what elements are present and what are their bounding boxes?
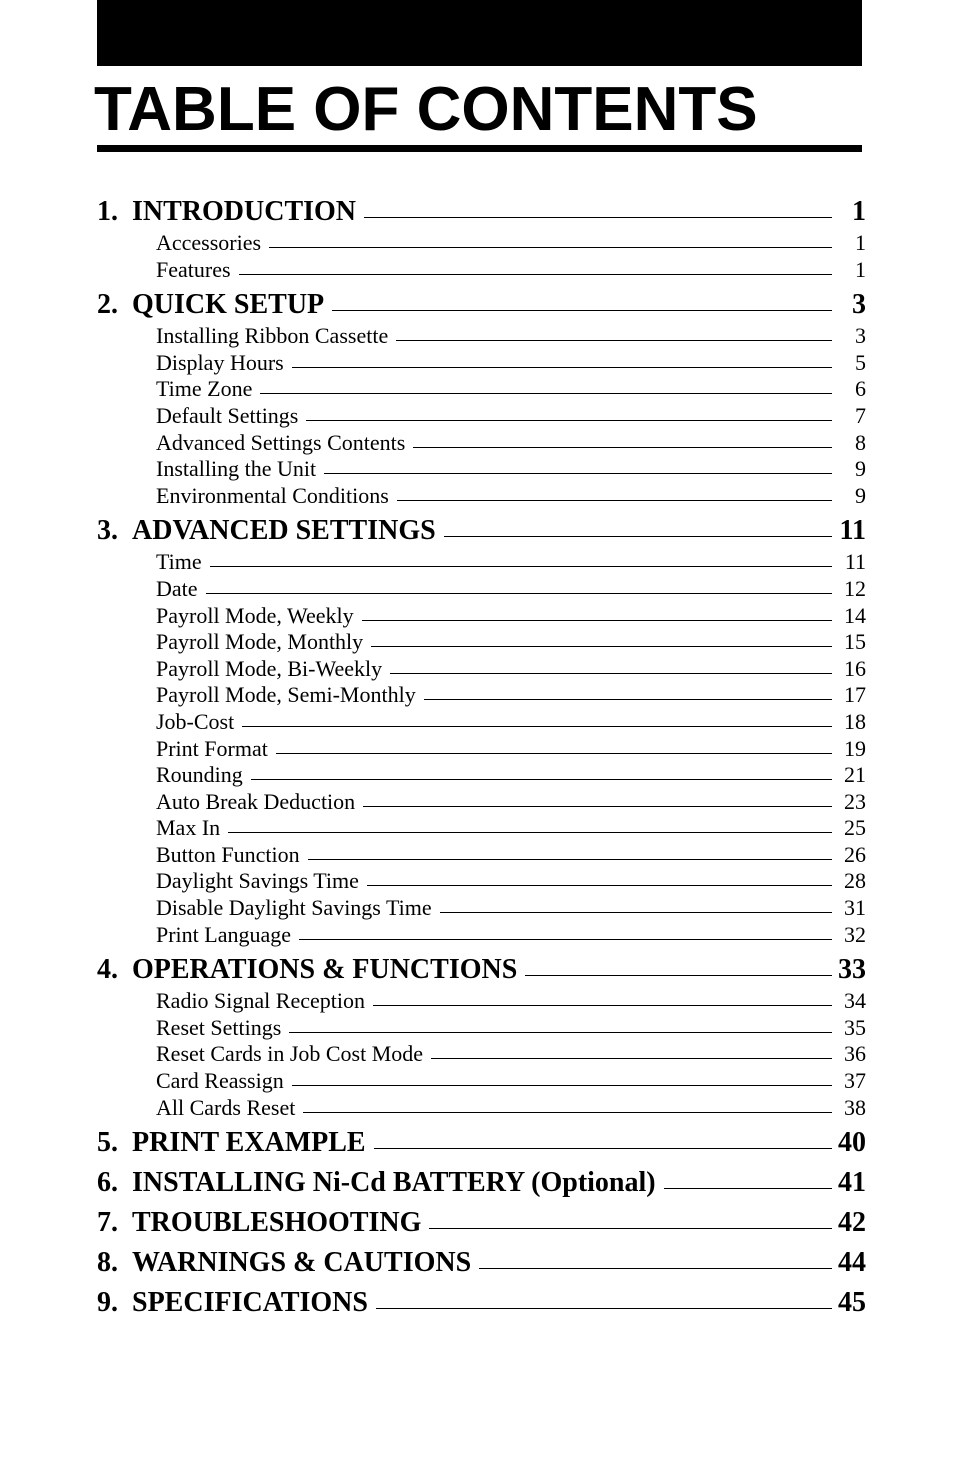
subsection-title: Accessories xyxy=(156,230,262,255)
subsection-page-number: 23 xyxy=(844,788,866,814)
leader-line xyxy=(390,673,832,674)
leader-line xyxy=(260,393,832,394)
subsection-page-number: 6 xyxy=(855,376,866,402)
subsection-title: Environmental Conditions xyxy=(156,482,389,508)
subsection-title: Payroll Mode, Semi-Monthly xyxy=(156,682,416,708)
section-page-number: 40 xyxy=(838,1127,866,1159)
section-number: 4. xyxy=(97,954,118,986)
subsection-title: Installing the Unit xyxy=(156,456,317,482)
section-number: 5. xyxy=(97,1127,118,1159)
subsection-page-number: 21 xyxy=(844,762,866,788)
toc-section-entry[interactable] xyxy=(97,1165,866,1201)
section-title: INTRODUCTION xyxy=(132,196,357,227)
leader-line xyxy=(364,217,832,218)
toc-subsection-entry[interactable] xyxy=(97,988,866,1015)
subsection-page-number: 19 xyxy=(844,735,866,761)
leader-line xyxy=(269,247,832,248)
subsection-page-number: 3 xyxy=(855,323,866,349)
leader-line xyxy=(424,699,832,700)
subsection-title: Payroll Mode, Weekly xyxy=(156,602,354,628)
subsection-page-number: 9 xyxy=(855,456,866,482)
subsection-page-number: 5 xyxy=(855,349,866,375)
toc-section-entry[interactable] xyxy=(97,194,866,230)
table-of-contents xyxy=(97,194,866,1325)
section-number: 2. xyxy=(97,289,118,321)
section-number: 6. xyxy=(97,1167,118,1199)
section-title: ADVANCED SETTINGS xyxy=(132,515,436,547)
leader-line xyxy=(363,806,832,807)
section-page-number: 33 xyxy=(838,954,866,986)
section-number: 8. xyxy=(97,1247,118,1279)
leader-line xyxy=(289,1032,832,1033)
subsection-title: Daylight Savings Time xyxy=(156,868,359,894)
subsection-title: Installing Ribbon Cassette xyxy=(156,323,389,349)
section-title: QUICK SETUP xyxy=(132,289,325,321)
subsection-title: Job-Cost xyxy=(156,708,235,734)
subsection-page-number: 16 xyxy=(844,655,866,681)
subsection-title: Reset Cards in Job Cost Mode xyxy=(156,1041,424,1067)
subsection-title: Rounding xyxy=(156,762,243,788)
toc-section-entry[interactable] xyxy=(97,287,866,323)
page-title: TABLE OF CONTENTS xyxy=(94,75,758,144)
toc-subsection-entry[interactable] xyxy=(97,656,866,683)
leader-line xyxy=(479,1268,832,1269)
leader-line xyxy=(413,447,832,448)
leader-line xyxy=(373,1005,832,1006)
leader-line xyxy=(308,859,832,860)
subsection-title: Time Zone xyxy=(156,376,253,402)
section-page-number: 3 xyxy=(852,289,866,321)
subsection-title: Radio Signal Reception xyxy=(156,988,365,1014)
subsection-title: Date xyxy=(156,575,198,601)
toc-section-group xyxy=(97,952,866,1121)
leader-line xyxy=(332,310,832,311)
section-page-number: 44 xyxy=(838,1247,866,1279)
section-title: WARNINGS & CAUTIONS xyxy=(132,1247,472,1279)
leader-line xyxy=(397,500,832,501)
subsection-page-number: 1 xyxy=(855,256,866,282)
subsection-title: Button Function xyxy=(156,841,300,867)
toc-subsection-entry[interactable] xyxy=(97,895,866,922)
toc-subsection-entry[interactable] xyxy=(97,1015,866,1042)
toc-section-group xyxy=(97,1245,866,1281)
subsection-page-number: 38 xyxy=(844,1094,866,1120)
subsection-title: Disable Daylight Savings Time xyxy=(156,895,432,921)
subsection-page-number: 28 xyxy=(844,868,866,894)
subsection-title: Reset Settings xyxy=(156,1014,282,1040)
leader-line xyxy=(444,536,832,537)
toc-section-entry[interactable] xyxy=(97,1125,866,1161)
toc-section-group xyxy=(97,1165,866,1201)
subsection-title: Print Language xyxy=(156,921,292,947)
subsection-title: All Cards Reset xyxy=(156,1094,296,1120)
subsection-page-number: 15 xyxy=(844,629,866,655)
section-page-number: 45 xyxy=(838,1287,866,1319)
subsection-title: Default Settings xyxy=(156,402,299,428)
toc-subsection-entry[interactable] xyxy=(97,376,866,403)
subsection-page-number: 34 xyxy=(844,988,866,1014)
section-page-number: 1 xyxy=(852,196,866,227)
leader-line xyxy=(276,753,832,754)
section-page-number: 11 xyxy=(839,515,866,547)
toc-subsection-entry[interactable] xyxy=(97,682,866,709)
leader-line xyxy=(210,566,832,567)
section-title: TROUBLESHOOTING xyxy=(132,1207,422,1239)
subsection-page-number: 17 xyxy=(844,682,866,708)
toc-section-entry[interactable] xyxy=(97,513,866,549)
section-number: 7. xyxy=(97,1207,118,1239)
leader-line xyxy=(251,779,832,780)
toc-section-entry[interactable] xyxy=(97,1205,866,1241)
toc-section-group xyxy=(97,287,866,509)
subsection-title: Display Hours xyxy=(156,349,284,375)
toc-subsection-entry[interactable] xyxy=(97,762,866,789)
toc-subsection-entry[interactable] xyxy=(97,576,866,603)
subsection-title: Payroll Mode, Bi-Weekly xyxy=(156,655,383,681)
leader-line xyxy=(324,473,832,474)
subsection-title: Auto Break Deduction xyxy=(156,788,356,814)
leader-line xyxy=(371,646,832,647)
toc-subsection-entry[interactable] xyxy=(97,1068,866,1095)
subsection-title: Print Format xyxy=(156,735,268,761)
leader-line xyxy=(396,340,832,341)
toc-section-group xyxy=(97,1285,866,1321)
toc-subsection-entry[interactable] xyxy=(97,257,866,284)
toc-subsection-entry[interactable] xyxy=(97,603,866,630)
toc-section-entry[interactable] xyxy=(97,952,866,988)
section-number: 3. xyxy=(97,515,118,547)
toc-subsection-entry[interactable] xyxy=(97,868,866,895)
subsection-page-number: 12 xyxy=(844,575,866,601)
subsection-page-number: 9 xyxy=(855,482,866,508)
section-title: PRINT EXAMPLE xyxy=(132,1127,366,1159)
toc-subsection-entry[interactable] xyxy=(97,483,866,510)
subsection-page-number: 1 xyxy=(855,230,866,255)
toc-subsection-entry[interactable] xyxy=(97,842,866,869)
subsection-page-number: 7 xyxy=(855,402,866,428)
leader-line xyxy=(292,1085,832,1086)
toc-subsection-entry[interactable] xyxy=(97,815,866,842)
subsection-title: Max In xyxy=(156,815,221,841)
subsection-title: Advanced Settings Contents xyxy=(156,429,406,455)
subsection-page-number: 32 xyxy=(844,921,866,947)
leader-line xyxy=(525,975,832,976)
leader-line xyxy=(440,912,832,913)
subsection-title: Features xyxy=(156,256,231,282)
toc-subsection-entry[interactable] xyxy=(97,230,866,257)
leader-line xyxy=(431,1058,832,1059)
toc-subsection-entry[interactable] xyxy=(97,323,866,350)
section-page-number: 42 xyxy=(838,1207,866,1239)
leader-line xyxy=(242,726,832,727)
toc-subsection-entry[interactable] xyxy=(97,1095,866,1122)
leader-line xyxy=(228,832,832,833)
toc-section-group xyxy=(97,194,866,283)
subsection-title: Card Reassign xyxy=(156,1068,284,1094)
subsection-page-number: 11 xyxy=(844,549,866,575)
section-page-number: 41 xyxy=(838,1167,866,1199)
toc-subsection-entry[interactable] xyxy=(97,549,866,576)
leader-line xyxy=(299,939,832,940)
toc-subsection-entry[interactable] xyxy=(97,350,866,377)
subsection-page-number: 35 xyxy=(844,1014,866,1040)
leader-line xyxy=(239,274,832,275)
leader-line xyxy=(376,1308,832,1309)
header-bar xyxy=(97,0,862,66)
section-title: OPERATIONS & FUNCTIONS xyxy=(132,954,518,986)
section-title: INSTALLING Ni-Cd BATTERY (Optional) xyxy=(132,1167,656,1199)
subsection-title: Payroll Mode, Monthly xyxy=(156,629,364,655)
leader-line xyxy=(429,1228,832,1229)
subsection-page-number: 31 xyxy=(844,895,866,921)
leader-line xyxy=(206,593,832,594)
subsection-title: Time xyxy=(156,549,202,575)
leader-line xyxy=(306,420,832,421)
subsection-page-number: 18 xyxy=(844,708,866,734)
leader-line xyxy=(303,1112,832,1113)
toc-subsection-entry[interactable] xyxy=(97,736,866,763)
toc-section-group xyxy=(97,1205,866,1241)
toc-section-entry[interactable] xyxy=(97,1285,866,1321)
leader-line xyxy=(374,1148,832,1149)
subsection-page-number: 25 xyxy=(844,815,866,841)
leader-line xyxy=(292,367,832,368)
toc-section-entry[interactable] xyxy=(97,1245,866,1281)
toc-subsection-entry[interactable] xyxy=(97,789,866,816)
toc-subsection-entry[interactable] xyxy=(97,1041,866,1068)
section-number: 1. xyxy=(97,196,118,227)
toc-subsection-entry[interactable] xyxy=(97,456,866,483)
leader-line xyxy=(367,885,832,886)
toc-subsection-entry[interactable] xyxy=(97,709,866,736)
title-divider xyxy=(97,145,862,152)
leader-line xyxy=(664,1188,832,1189)
subsection-page-number: 37 xyxy=(844,1068,866,1094)
toc-subsection-entry[interactable] xyxy=(97,403,866,430)
subsection-page-number: 36 xyxy=(844,1041,866,1067)
subsection-page-number: 26 xyxy=(844,841,866,867)
toc-section-group xyxy=(97,1125,866,1161)
toc-subsection-entry[interactable] xyxy=(97,629,866,656)
toc-subsection-entry[interactable] xyxy=(97,430,866,457)
leader-line xyxy=(362,620,832,621)
subsection-page-number: 14 xyxy=(844,602,866,628)
section-title: SPECIFICATIONS xyxy=(132,1287,368,1319)
section-number: 9. xyxy=(97,1287,118,1319)
subsection-page-number: 8 xyxy=(855,429,866,455)
toc-section-group xyxy=(97,513,866,948)
toc-subsection-entry[interactable] xyxy=(97,922,866,949)
